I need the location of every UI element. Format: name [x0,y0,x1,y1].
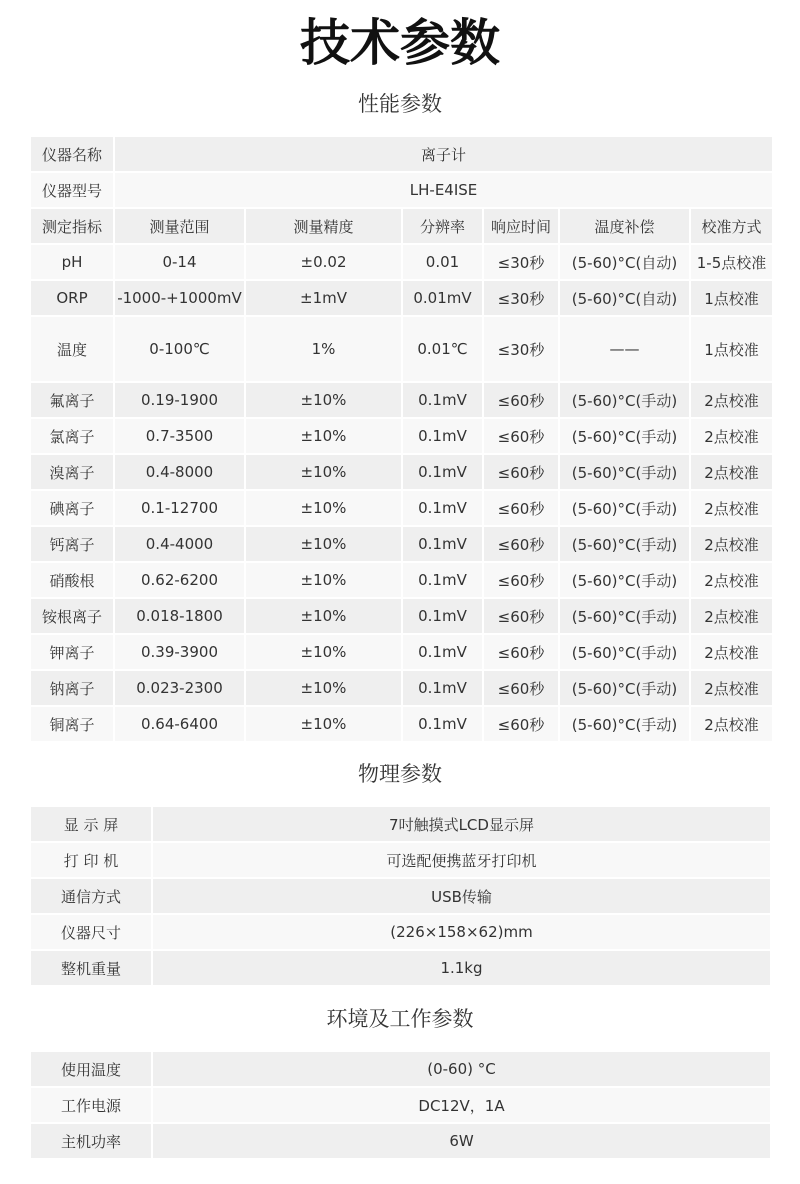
table-row [31,1124,770,1158]
row-value: 0.1mV [403,707,482,741]
row-value: 0.4-4000 [115,527,244,561]
row-value: 0.1mV [403,383,482,417]
row-value: (0-60) °C [153,1052,770,1086]
row-value: ≤30秒 [484,281,558,315]
row-value: 7吋触摸式LCD显示屏 [153,807,770,841]
header-cell: 校准方式 [691,209,772,243]
table-row [31,635,772,669]
row-value: 0.7-3500 [115,419,244,453]
row-value: 0.62-6200 [115,563,244,597]
row-value: ±10% [246,707,401,741]
row-label: 钾离子 [31,635,113,669]
table-row [31,281,772,315]
table-row [31,951,770,985]
row-value: 0.01mV [403,281,482,315]
row-value: 0-100℃ [115,317,244,381]
table-row [31,1088,770,1122]
row-value: 0-14 [115,245,244,279]
row-value: -1000-+1000mV [115,281,244,315]
row-value: 0.4-8000 [115,455,244,489]
row-label: pH [31,245,113,279]
row-value: —— [560,317,689,381]
row-value: (5-60)°C(手动) [560,635,689,669]
page-title: 技术参数 [300,14,500,72]
environment-table [29,1050,772,1160]
row-label: 碘离子 [31,491,113,525]
row-value: 2点校准 [691,455,772,489]
row-value: (5-60)°C(手动) [560,563,689,597]
row-value: 0.1-12700 [115,491,244,525]
row-value: (5-60)°C(手动) [560,707,689,741]
row-value: ±10% [246,419,401,453]
table-row [31,843,770,877]
row-label: 温度 [31,317,113,381]
row-value: 0.01℃ [403,317,482,381]
instrument-name-row [31,137,772,171]
table-row [31,455,772,489]
model-label: 仪器型号 [31,173,113,207]
row-value: 0.1mV [403,527,482,561]
row-value: ≤60秒 [484,563,558,597]
row-value: 0.19-1900 [115,383,244,417]
table-row [31,245,772,279]
row-value: (5-60)°C(手动) [560,491,689,525]
row-label: 铵根离子 [31,599,113,633]
row-value: USB传输 [153,879,770,913]
row-value: ≤60秒 [484,707,558,741]
row-value: 0.1mV [403,491,482,525]
performance-section-title: 性能参数 [358,92,442,116]
row-value: ≤30秒 [484,317,558,381]
row-value: ±10% [246,671,401,705]
row-label: 工作电源 [31,1088,151,1122]
row-label: 主机功率 [31,1124,151,1158]
row-value: 2点校准 [691,707,772,741]
row-label: 显 示 屏 [31,807,151,841]
row-value: 2点校准 [691,419,772,453]
header-cell: 测量范围 [115,209,244,243]
row-value: (5-60)°C(手动) [560,383,689,417]
row-value: 2点校准 [691,671,772,705]
row-value: 1点校准 [691,317,772,381]
row-value: (5-60)°C(手动) [560,419,689,453]
row-label: 通信方式 [31,879,151,913]
row-label: 钙离子 [31,527,113,561]
row-value: 0.39-3900 [115,635,244,669]
row-value: ≤60秒 [484,455,558,489]
table-row [31,599,772,633]
table-row [31,383,772,417]
row-value: ±10% [246,491,401,525]
header-cell: 分辨率 [403,209,482,243]
row-value: ±10% [246,599,401,633]
header-cell: 温度补偿 [560,209,689,243]
header-row [31,209,772,243]
table-row [31,707,772,741]
row-value: ±10% [246,563,401,597]
header-cell: 响应时间 [484,209,558,243]
instrument-name-label: 仪器名称 [31,137,113,171]
row-label: 仪器尺寸 [31,915,151,949]
row-value: ≤60秒 [484,383,558,417]
row-value: 0.1mV [403,419,482,453]
row-label: ORP [31,281,113,315]
row-value: (5-60)°C(手动) [560,599,689,633]
row-value: ≤60秒 [484,527,558,561]
row-value: 0.64-6400 [115,707,244,741]
row-value: 0.023-2300 [115,671,244,705]
row-value: 6W [153,1124,770,1158]
row-value: ±10% [246,635,401,669]
header-cell: 测量精度 [246,209,401,243]
row-value: ±10% [246,527,401,561]
environment-section-title: 环境及工作参数 [326,1007,474,1031]
row-value: 2点校准 [691,563,772,597]
table-row [31,671,772,705]
physical-section-title: 物理参数 [358,762,442,786]
row-value: ±1mV [246,281,401,315]
row-value: ≤60秒 [484,599,558,633]
table-row [31,915,770,949]
model-row [31,173,772,207]
row-value: 1.1kg [153,951,770,985]
row-label: 使用温度 [31,1052,151,1086]
table-row [31,491,772,525]
row-label: 打 印 机 [31,843,151,877]
table-row [31,563,772,597]
row-value: 0.018-1800 [115,599,244,633]
row-value: (5-60)°C(自动) [560,281,689,315]
instrument-name-value: 离子计 [115,137,772,171]
header-cell: 测定指标 [31,209,113,243]
row-value: 0.1mV [403,455,482,489]
row-value: 2点校准 [691,527,772,561]
row-value: (5-60)°C(自动) [560,245,689,279]
table-row [31,317,772,381]
table-row [31,807,770,841]
row-value: 2点校准 [691,599,772,633]
row-value: 1% [246,317,401,381]
row-value: (5-60)°C(手动) [560,671,689,705]
row-value: 2点校准 [691,635,772,669]
row-value: 2点校准 [691,491,772,525]
row-label: 钠离子 [31,671,113,705]
row-value: 0.01 [403,245,482,279]
row-value: 2点校准 [691,383,772,417]
row-label: 铜离子 [31,707,113,741]
table-row [31,419,772,453]
row-value: ±0.02 [246,245,401,279]
table-row [31,527,772,561]
row-value: ≤30秒 [484,245,558,279]
row-value: ≤60秒 [484,419,558,453]
row-value: ≤60秒 [484,635,558,669]
physical-table [29,805,772,987]
row-label: 硝酸根 [31,563,113,597]
table-row [31,879,770,913]
row-value: DC12V，1A [153,1088,770,1122]
performance-table [29,135,774,743]
row-value: ±10% [246,383,401,417]
row-value: (5-60)°C(手动) [560,527,689,561]
row-value: 1点校准 [691,281,772,315]
row-value: 0.1mV [403,563,482,597]
row-value: ≤60秒 [484,671,558,705]
row-value: 可选配便携蓝牙打印机 [153,843,770,877]
row-label: 溴离子 [31,455,113,489]
model-value: LH-E4ISE [115,173,772,207]
row-value: 0.1mV [403,599,482,633]
row-value: (226×158×62)mm [153,915,770,949]
row-value: ≤60秒 [484,491,558,525]
row-value: ±10% [246,455,401,489]
row-value: 1-5点校准 [691,245,772,279]
row-value: 0.1mV [403,671,482,705]
row-label: 整机重量 [31,951,151,985]
row-value: 0.1mV [403,635,482,669]
row-value: (5-60)°C(手动) [560,455,689,489]
table-row [31,1052,770,1086]
row-label: 氯离子 [31,419,113,453]
row-label: 氟离子 [31,383,113,417]
